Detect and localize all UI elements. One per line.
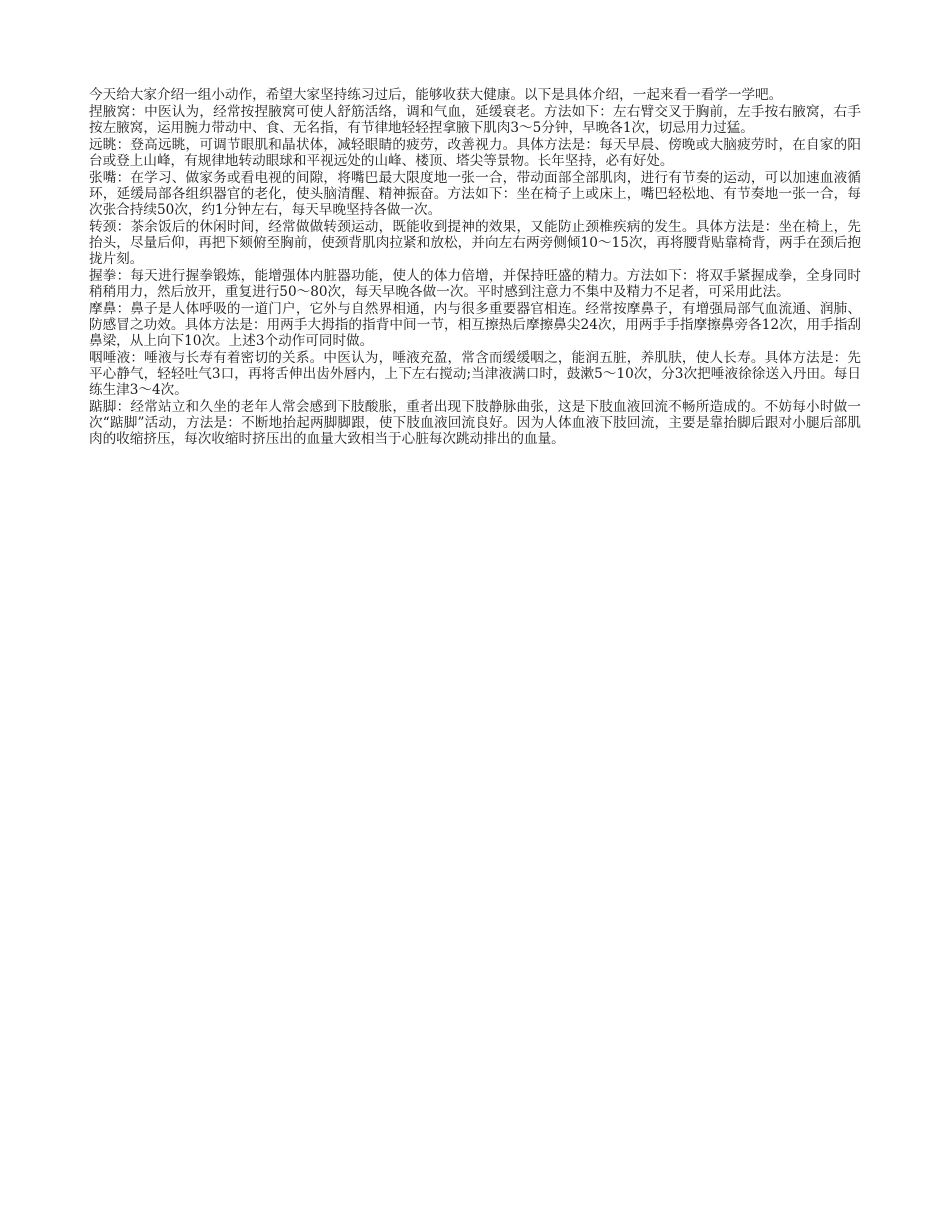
paragraph-mouth: 张嘴：在学习、做家务或看电视的间隙，将嘴巴最大限度地一张一合，带动面部全部肌肉，进行有节奏的运动，可以加速血液循环，延缓局部各组织器官的老化，使头脑清醒、精神振奋。方法如下：坐在椅子上或床上，嘴巴轻松地、有节奏地一张一合，每次张合持续50次，约1分钟左右，每天早晚坚持各做一次。 xyxy=(89,170,861,219)
paragraph-neck: 转颈：茶余饭后的休闲时间，经常做做转颈运动，既能收到提神的效果，又能防止颈椎疾病的发生。具体方法是：坐在椅上，先抬头，尽量后仰，再把下颏俯至胸前，使颈背肌肉拉紧和放松，并向左右两旁侧倾10～15次，再将腰背贴靠椅背，两手在颈后抱拢片刻。 xyxy=(89,219,861,267)
paragraph-nose: 摩鼻：鼻子是人体呼吸的一道门户，它外与自然界相通，内与很多重要器官相连。经常按摩鼻子，有增强局部气血流通、润肺、防感冒之功效。具体方法是：用两手大拇指的指背中间一节，相互擦热后摩擦鼻尖24次，用两手手指摩擦鼻旁各12次，用手指刮鼻梁，从上向下10次。上述3个动作可同时做。 xyxy=(89,301,861,349)
document-body xyxy=(89,88,861,449)
paragraph-tiptoe: 踮脚：经常站立和久坐的老年人常会感到下肢酸胀，重者出现下肢静脉曲张，这是下肢血液回流不畅所造成的。不妨每小时做一次“踮脚”活动，方法是：不断地抬起两脚脚跟，使下肢血液回流良好。因为人体血液下肢回流，主要是靠抬脚后跟对小腿后部肌肉的收缩挤压，每次收缩时挤压出的血量大致相当于心脏每次跳动排出的血量。 xyxy=(89,399,861,447)
paragraph-armpit: 捏腋窝：中医认为，经常按捏腋窝可使人舒筋活络，调和气血，延缓衰老。方法如下：左右臂交叉于胸前，左手按右腋窝，右手按左腋窝，运用腕力带动中、食、无名指，有节律地轻轻捏拿腋下肌肉3～5分钟，早晚各1次，切忌用力过猛。 xyxy=(89,104,861,137)
paragraph-gaze: 远眺：登高远眺，可调节眼肌和晶状体，减轻眼睛的疲劳，改善视力。具体方法是：每天早晨、傍晚或大脑疲劳时，在自家的阳台或登上山峰，有规律地转动眼球和平视远处的山峰、楼顶、塔尖等景物。长年坚持，必有好处。 xyxy=(89,137,861,170)
paragraph-saliva: 咽唾液：唾液与长寿有着密切的关系。中医认为，唾液充盈，常含而缓缓咽之，能润五脏，养肌肤，使人长寿。具体方法是：先平心静气，轻轻吐气3口，再将舌伸出齿外唇内，上下左右搅动;当津液满口时，鼓漱5～10次，分3次把唾液徐徐送入丹田。每日练生津3～4次。 xyxy=(89,350,861,398)
paragraph-fist: 握拳：每天进行握拳锻炼，能增强体内脏器功能，使人的体力倍增，并保持旺盛的精力。方法如下：将双手紧握成拳，全身同时稍稍用力，然后放开，重复进行50～80次，每天早晚各做一次。平时感到注意力不集中及精力不足者，可采用此法。 xyxy=(89,268,861,301)
intro-paragraph: 今天给大家介绍一组小动作，希望大家坚持练习过后，能够收获大健康。以下是具体介绍，一起来看一看学一学吧。 xyxy=(89,87,783,103)
